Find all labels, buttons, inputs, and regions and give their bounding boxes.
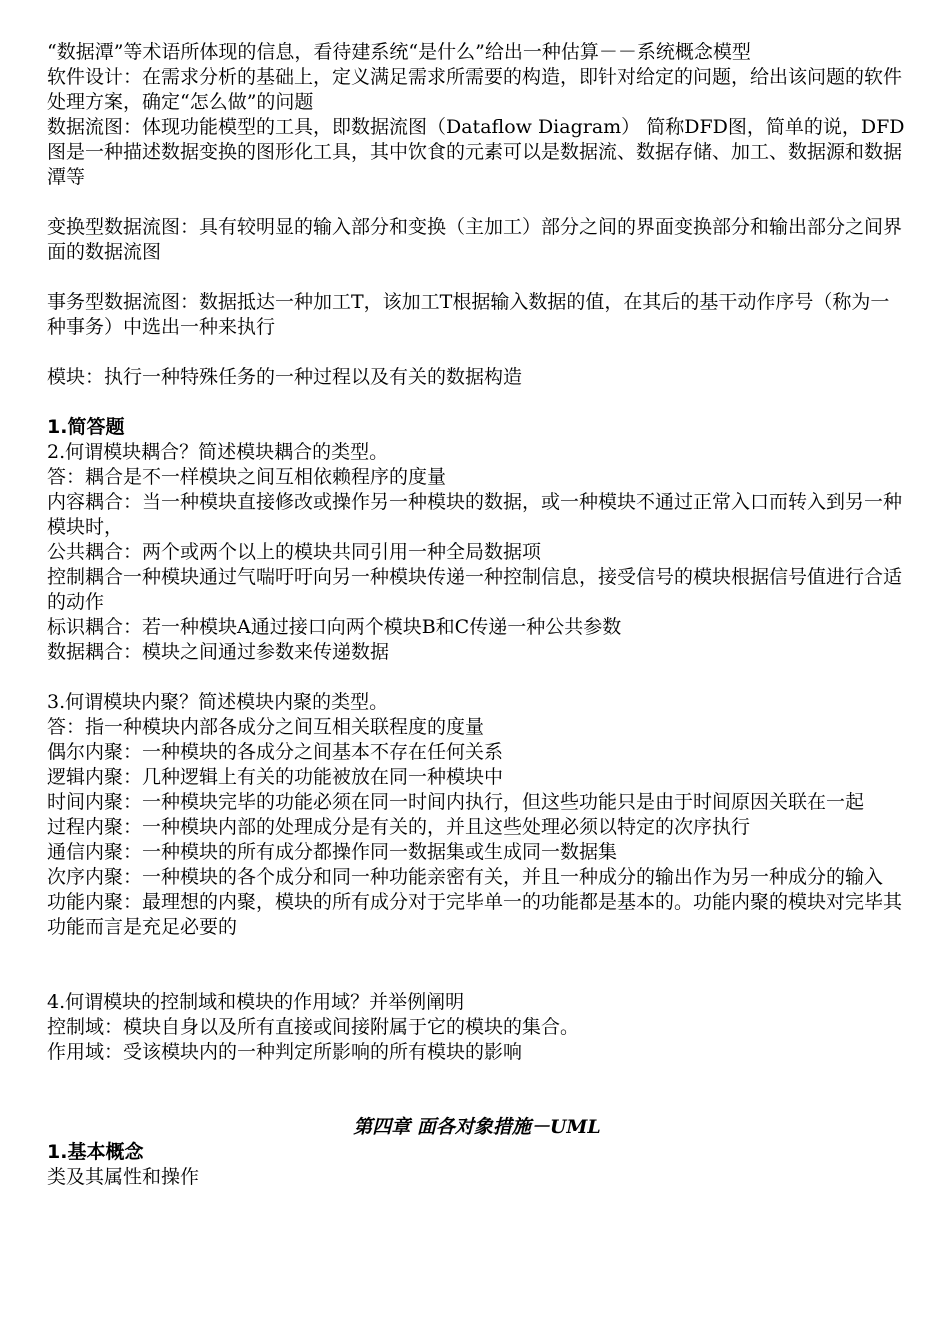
- concept-model-paragraph: “数据潭”等术语所体现的信息，看待建系统“是什么”给出一种估算－－系统概念模型: [47, 41, 751, 63]
- q3-answer-line: 功能内聚：最理想的内聚，模块的所有成分对于完毕单一的功能都是基本的。功能内聚的模块对完毕其功能而言是充足必要的: [47, 891, 903, 938]
- module-definition-paragraph: 模块：执行一种特殊任务的一种过程以及有关的数据构造: [47, 366, 523, 388]
- q2-answer-line: 公共耦合：两个或两个以上的模块共同引用一种全局数据项: [47, 541, 542, 563]
- spacer: [47, 1065, 907, 1115]
- q2-answer-line: 标识耦合：若一种模块A通过接口向两个模块B和C传递一种公共参数: [47, 616, 622, 638]
- q4-answer-line: 控制域：模块自身以及所有直接或间接附属于它的模块的集合。: [47, 1016, 580, 1038]
- spacer: [47, 265, 907, 290]
- q3-question: 3.何谓模块内聚？简述模块内聚的类型。: [47, 691, 389, 713]
- q4-answer-line: 作用域：受该模块内的一种判定所影响的所有模块的影响: [47, 1041, 523, 1063]
- document-page: [47, 40, 907, 1190]
- q3-answer-line: 次序内聚：一种模块的各个成分和同一种功能亲密有关，并且一种成分的输出作为另一种成分的输入: [47, 866, 884, 888]
- spacer: [47, 340, 907, 365]
- spacer: [47, 390, 907, 415]
- spacer: [47, 665, 907, 690]
- spacer: [47, 940, 907, 990]
- q3-answer-line: 逻辑内聚：几种逻辑上有关的功能被放在同一种模块中: [47, 766, 504, 788]
- q3-answer-line: 时间内聚：一种模块完毕的功能必须在同一时间内执行，但这些功能只是由于时间原因关联在一起: [47, 791, 865, 813]
- q3-answer-line: 通信内聚：一种模块的所有成分都操作同一数据集或生成同一数据集: [47, 841, 618, 863]
- basic-concepts-heading: 1.基本概念: [47, 1141, 144, 1163]
- q2-answer-line: 控制耦合一种模块通过气喘吁吁向另一种模块传递一种控制信息，接受信号的模块根据信号值进行合适的动作: [47, 566, 903, 613]
- q2-answer-line: 答：耦合是不一样模块之间互相依赖程序的度量: [47, 466, 447, 488]
- q2-answer-line: 数据耦合：模块之间通过参数来传递数据: [47, 641, 390, 663]
- q4-question: 4.何谓模块的控制域和模块的作用域？并举例阐明: [47, 991, 465, 1013]
- q3-answer-line: 答：指一种模块内部各成分之间互相关联程度的度量: [47, 716, 485, 738]
- transaction-dfd-paragraph: 事务型数据流图：数据抵达一种加工T，该加工T根据输入数据的值，在其后的基干动作序号（称为一种事务）中选出一种来执行: [47, 291, 890, 338]
- spacer: [47, 190, 907, 215]
- q3-answer-line: 过程内聚：一种模块内部的处理成分是有关的，并且这些处理必须以特定的次序执行: [47, 816, 751, 838]
- dfd-paragraph: 数据流图：体现功能模型的工具，即数据流图（Dataflow Diagram） 简称DFD图，简单的说，DFD图是一种描述数据变换的图形化工具，其中饮食的元素可以是数据流、数据存储、加工、数据源和数据潭等: [47, 116, 905, 188]
- q2-question: 2.何谓模块耦合？简述模块耦合的类型。: [47, 441, 389, 463]
- q3-answer-line: 偶尔内聚：一种模块的各成分之间基本不存在任何关系: [47, 741, 504, 763]
- q2-answer-line: 内容耦合：当一种模块直接修改或操作另一种模块的数据，或一种模块不通过正常入口而转入到另一种模块时，: [47, 491, 903, 538]
- software-design-paragraph: 软件设计：在需求分析的基础上，定义满足需求所需要的构造，即针对给定的问题，给出该问题的软件处理方案，确定“怎么做”的问题: [47, 66, 903, 113]
- chapter-title: 第四章 面各对象措施－UML: [353, 1116, 601, 1138]
- short-answer-heading: 1.简答题: [47, 416, 125, 438]
- chapter4-first-line: 类及其属性和操作: [47, 1166, 200, 1188]
- transform-dfd-paragraph: 变换型数据流图：具有较明显的输入部分和变换（主加工）部分之间的界面变换部分和输出部分之间界面的数据流图: [47, 216, 903, 263]
